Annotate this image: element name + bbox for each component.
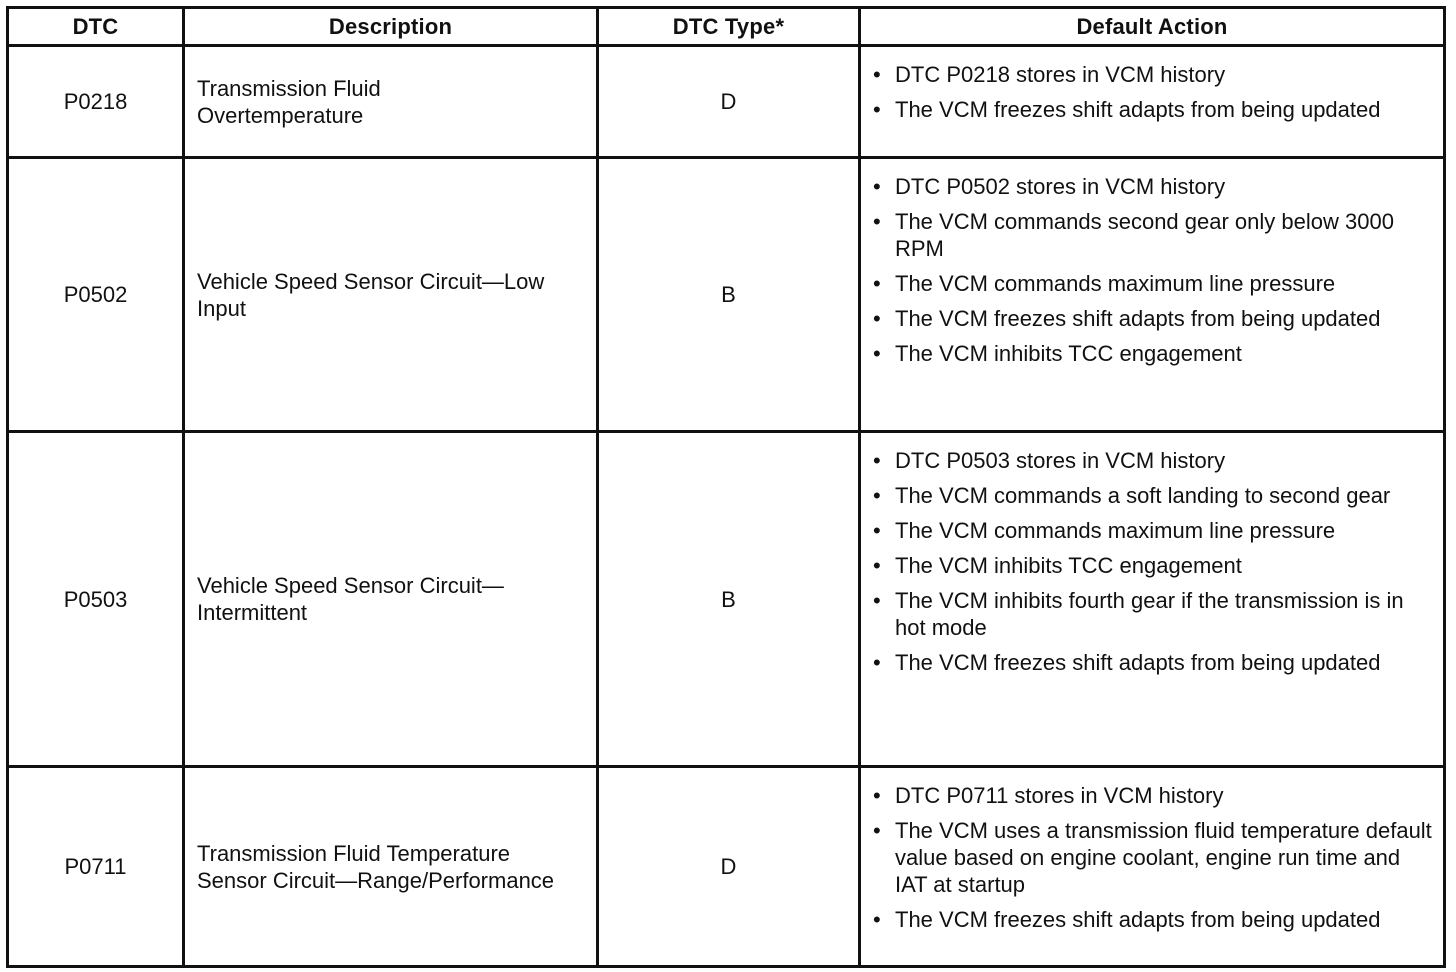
action-item: • The VCM inhibits TCC engagement [895, 552, 1433, 579]
action-item: • The VCM freezes shift adapts from being updated [895, 96, 1433, 123]
dtc-description: Transmission Fluid Overtemperature [184, 46, 598, 158]
action-item: • The VCM commands second gear only below 3000 RPM [895, 208, 1433, 262]
action-item: • The VCM uses a transmission fluid temperature default value based on engine coolant, engine run time and IAT at startup [895, 817, 1433, 898]
default-action-cell [860, 432, 1445, 767]
action-item: • The VCM commands a soft landing to second gear [895, 482, 1433, 509]
action-item: • The VCM inhibits fourth gear if the transmission is in hot mode [895, 587, 1433, 641]
dtc-code: P0503 [8, 432, 184, 767]
table-row [8, 767, 1445, 967]
header-dtc-type: DTC Type* [598, 8, 860, 46]
action-item: • DTC P0711 stores in VCM history [895, 782, 1433, 809]
dtc-type: D [598, 46, 860, 158]
dtc-type: D [598, 767, 860, 967]
action-list [895, 61, 1433, 123]
dtc-type: B [598, 432, 860, 767]
dtc-table [6, 6, 1446, 968]
table-row [8, 46, 1445, 158]
action-list [895, 782, 1433, 933]
dtc-code: P0218 [8, 46, 184, 158]
dtc-description: Vehicle Speed Sensor Circuit—Low Input [184, 158, 598, 432]
action-item: • DTC P0503 stores in VCM history [895, 447, 1433, 474]
table-row [8, 432, 1445, 767]
action-item: • The VCM inhibits TCC engagement [895, 340, 1433, 367]
header-row [8, 8, 1445, 46]
default-action-cell [860, 46, 1445, 158]
dtc-code: P0502 [8, 158, 184, 432]
action-list [895, 173, 1433, 367]
action-item: • The VCM freezes shift adapts from being updated [895, 305, 1433, 332]
action-item: • The VCM freezes shift adapts from being updated [895, 906, 1433, 933]
table-row [8, 158, 1445, 432]
dtc-type: B [598, 158, 860, 432]
header-dtc: DTC [8, 8, 184, 46]
action-item: • DTC P0502 stores in VCM history [895, 173, 1433, 200]
default-action-cell [860, 158, 1445, 432]
header-description: Description [184, 8, 598, 46]
header-default-action: Default Action [860, 8, 1445, 46]
action-item: • The VCM commands maximum line pressure [895, 517, 1433, 544]
dtc-description: Transmission Fluid Temperature Sensor Circuit—Range/Performance [184, 767, 598, 967]
action-item: • The VCM commands maximum line pressure [895, 270, 1433, 297]
action-item: • The VCM freezes shift adapts from being updated [895, 649, 1433, 676]
dtc-description: Vehicle Speed Sensor Circuit—Intermittent [184, 432, 598, 767]
default-action-cell [860, 767, 1445, 967]
action-list [895, 447, 1433, 676]
action-item: • DTC P0218 stores in VCM history [895, 61, 1433, 88]
dtc-code: P0711 [8, 767, 184, 967]
